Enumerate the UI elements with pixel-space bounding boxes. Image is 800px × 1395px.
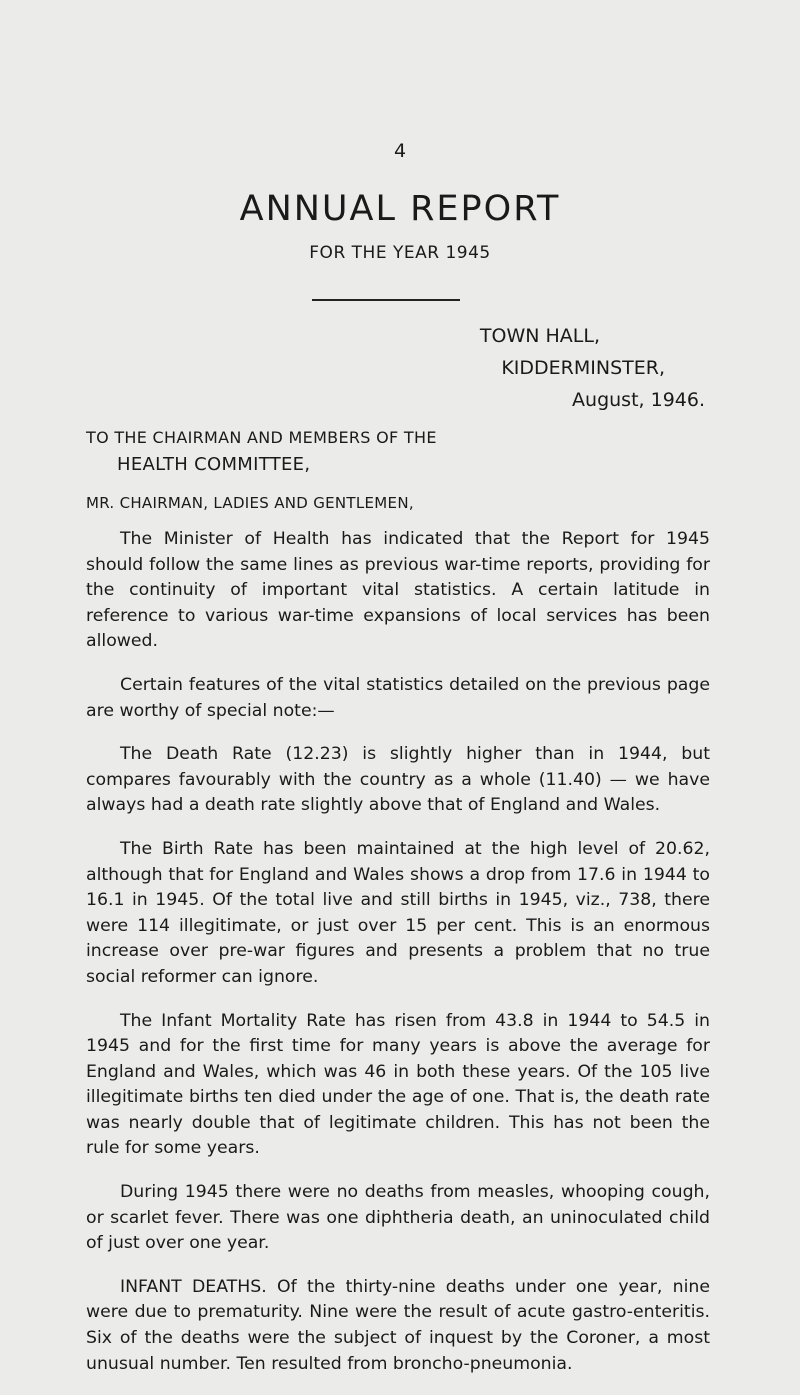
paragraph-infant-mortality: The Infant Mortality Rate has risen from 43.8 in 1944 to 54.5 in 1945 and for the first time for many years is above the average for England and Wales, which was 46 in both these years. Of the 105 live illegitimate births ten died under the age of one. That is, the death rate was nearly double that of legitimate children. This has not been the rule for some years. <box>86 1010 710 1159</box>
salutation-line-1: TO THE CHAIRMAN AND MEMBERS OF THE <box>86 428 437 447</box>
paragraph-death-rate: The Death Rate (12.23) is slightly higher than in 1944, but compares favourably with the country as a whole (11.40) — we have always had a death rate slightly above that of England and Wales. <box>86 744 710 816</box>
report-subtitle: FOR THE YEAR 1945 <box>309 243 491 263</box>
paragraph-features: Certain features of the vital statistics detailed on the previous page are worthy of special note:— <box>86 674 710 721</box>
page-number: 4 <box>393 140 407 162</box>
address-line-1: TOWN HALL, <box>479 325 600 347</box>
paragraph-birth-rate: The Birth Rate has been maintained at the high level of 20.62, although that for England and Wales shows a drop from 17.6 in 1944 to 16.1 in 1945. Of the total live and still births in 1945, viz., 738, there were 114 illegitimate, or just over 15 per cent. This is an enormous increase over pre-war figures and presents a problem that no true social reformer can ignore. <box>86 838 710 987</box>
paragraph-infectious-deaths: During 1945 there were no deaths from measles, whooping cough, or scarlet fever. There was one diphtheria death, an uninoculated child of just over one year. <box>86 1182 710 1254</box>
paragraph-infant-deaths: INFANT DEATHS. Of the thirty-nine deaths under one year, nine were due to prematurity. Nine were the result of acute gastro-enteritis. Six of the deaths were the subject of inquest by the Coroner, a most unusual number. Ten resulted from broncho-pneumonia. <box>86 1276 710 1374</box>
address-line-2: KIDDERMINSTER, <box>501 357 665 379</box>
salutation-line-2: HEALTH COMMITTEE, <box>117 454 311 475</box>
report-body <box>86 527 710 1395</box>
paragraph-minister: The Minister of Health has indicated that the Report for 1945 should follow the same lines as previous war-time reports, providing for the continuity of important vital statistics. A certain latitude in reference to various war-time expansions of local services has been allowed. <box>86 529 710 652</box>
address-date: August, 1946. <box>572 389 705 411</box>
salutation-line-3: MR. CHAIRMAN, LADIES AND GENTLEMEN, <box>86 494 414 512</box>
title-divider <box>312 299 460 301</box>
report-title: ANNUAL REPORT <box>239 189 561 229</box>
